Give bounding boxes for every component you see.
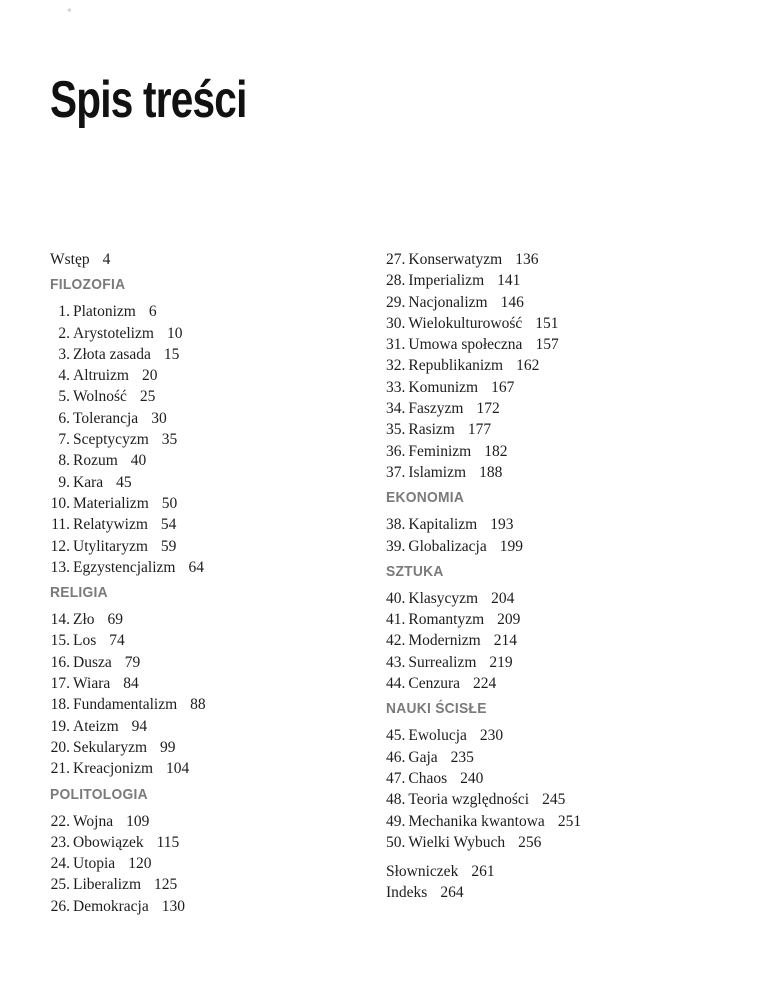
toc-entry-page: 109 — [126, 812, 150, 830]
toc-entry-page: 4 — [102, 251, 111, 268]
toc-entry-title: Globalizacja — [408, 537, 487, 555]
toc-entry-page: 193 — [490, 516, 514, 534]
toc-entry-number: 31. — [386, 336, 406, 354]
toc-entry-number: 30. — [386, 314, 406, 332]
toc-entry-number: 15. — [50, 632, 70, 650]
toc-entry-page: 59 — [160, 537, 177, 555]
toc-entry-title: Relatywizm — [73, 516, 148, 534]
toc-entry-title: Wielki Wybuch — [408, 833, 506, 851]
toc-entry-page: 130 — [161, 897, 185, 915]
toc-entry-title: Ateizm — [73, 717, 119, 735]
toc-entry-number: 27. — [386, 251, 406, 268]
toc-entry[interactable] — [50, 323, 370, 344]
section-heading: FILOZOFIA — [50, 276, 126, 294]
toc-entry[interactable] — [386, 630, 706, 651]
toc-entry-number: 50. — [386, 833, 406, 851]
toc-entry-title: Mechanika kwantowa — [408, 812, 545, 830]
toc-entry-number: 46. — [386, 748, 406, 766]
toc-entry-page: 69 — [107, 611, 124, 629]
toc-entry-title: Imperializm — [408, 272, 485, 290]
toc-entry-page: 177 — [467, 421, 492, 439]
toc-entry[interactable] — [50, 609, 370, 630]
toc-entry-title: Sekularyzm — [73, 738, 148, 756]
toc-entry-title: Surrealizm — [408, 653, 477, 671]
toc-entry-title: Altruizm — [73, 367, 129, 385]
toc-entry-page: 151 — [535, 314, 559, 332]
toc-entry-number: 8. — [58, 452, 70, 470]
toc-entry-number: 26. — [50, 897, 70, 915]
toc-entry-number: 43. — [386, 653, 406, 671]
toc-entry-page: 162 — [516, 357, 540, 375]
toc-entry-title: Wojna — [73, 812, 114, 830]
page-title: Spis treści — [50, 71, 247, 129]
spacer — [386, 853, 706, 861]
toc-entry-title: Los — [73, 632, 97, 650]
toc-entry[interactable] — [386, 419, 706, 440]
toc-entry-number: 22. — [50, 812, 70, 830]
toc-entry-number: 28. — [386, 272, 406, 290]
toc-entry-page: 64 — [188, 558, 204, 576]
toc-entry-page: 157 — [535, 336, 559, 354]
toc-entry-title: Cenzura — [408, 675, 461, 693]
toc-entry[interactable] — [50, 853, 370, 874]
toc-entry-title: Wstęp — [50, 251, 90, 268]
toc-entry-number: 3. — [58, 345, 70, 363]
toc-entry-page: 35 — [161, 431, 178, 449]
toc-entry-number: 2. — [58, 324, 70, 342]
toc-entry[interactable] — [50, 896, 370, 917]
toc-entry-title: Utylitaryzm — [73, 537, 148, 555]
toc-entry-page: 79 — [124, 653, 141, 671]
toc-entry-title: Egzystencjalizm — [73, 558, 176, 576]
toc-entry-page: 10 — [166, 324, 183, 342]
toc-entry-number: 24. — [50, 855, 70, 873]
toc-entry[interactable] — [386, 514, 706, 535]
toc-entry-intro[interactable] — [50, 249, 370, 270]
toc-entry[interactable] — [386, 882, 706, 903]
toc-entry-page: 125 — [154, 876, 178, 894]
toc-entry-number: 35. — [386, 421, 406, 439]
toc-entry-number: 17. — [50, 675, 70, 693]
toc-entry-page: 224 — [473, 675, 497, 693]
toc-entry-page: 188 — [479, 463, 503, 481]
toc-entry-title: Sceptycyzm — [73, 431, 149, 449]
toc-entry-page: 40 — [130, 452, 147, 470]
toc-entry-number: 14. — [50, 611, 70, 629]
toc-entry-title: Indeks — [386, 884, 428, 902]
toc-entry[interactable] — [386, 536, 706, 557]
toc-entry-page: 136 — [515, 251, 539, 268]
toc-entry[interactable] — [386, 355, 706, 376]
toc-entry[interactable] — [50, 344, 370, 365]
toc-entry-number: 49. — [386, 812, 406, 830]
toc-entry-page: 230 — [479, 727, 504, 745]
toc-entry-title: Konserwatyzm — [408, 251, 503, 268]
toc-entry-number: 21. — [50, 760, 70, 778]
toc-entry-number: 36. — [386, 442, 406, 460]
toc-entry-page: 15 — [163, 345, 180, 363]
toc-entry[interactable] — [386, 270, 706, 291]
toc-entry-page: 245 — [542, 791, 566, 809]
toc-entry-number: 16. — [50, 653, 70, 671]
toc-entry-page: 172 — [476, 400, 500, 418]
toc-entry-page: 214 — [493, 632, 517, 650]
toc-entry-title: Republikanizm — [408, 357, 504, 375]
toc-entry-title: Kreacjonizm — [73, 760, 154, 778]
toc-entry[interactable] — [50, 811, 370, 832]
toc-entry-number: 4. — [58, 367, 70, 385]
toc-entry-title: Kapitalizm — [408, 516, 478, 534]
toc-entry[interactable] — [50, 758, 370, 779]
toc-entry-number: 7. — [58, 431, 70, 449]
toc-entry-page: 182 — [484, 442, 508, 460]
toc-entry-number: 34. — [386, 400, 406, 418]
toc-entry[interactable] — [386, 334, 706, 355]
toc-entry-title: Modernizm — [408, 632, 481, 650]
toc-entry[interactable] — [386, 441, 706, 462]
toc-entry[interactable] — [386, 249, 706, 270]
toc-entry[interactable] — [386, 652, 706, 673]
toc-entry-title: Fundamentalizm — [73, 696, 178, 714]
toc-entry-title: Platonizm — [73, 303, 136, 321]
toc-entry[interactable] — [50, 737, 370, 758]
toc-entry[interactable] — [50, 301, 370, 322]
toc-entry-page: 167 — [491, 378, 515, 396]
toc-entry-title: Feminizm — [408, 442, 472, 460]
toc-entry-page: 209 — [497, 611, 521, 629]
toc-entry[interactable] — [386, 725, 706, 746]
toc-entry-number: 19. — [50, 717, 70, 735]
toc-entry[interactable] — [50, 630, 370, 651]
toc-entry-page: 104 — [166, 760, 190, 778]
toc-entry[interactable] — [50, 716, 370, 737]
toc-entry-number: 13. — [50, 558, 70, 576]
toc-entry-title: Klasycyzm — [408, 589, 479, 607]
toc-entry-title: Gaja — [408, 748, 438, 766]
toc-entry-title: Utopia — [73, 855, 116, 873]
toc-entry-number: 37. — [386, 463, 406, 481]
toc-entry-page: 219 — [489, 653, 513, 671]
toc-entry[interactable] — [386, 673, 706, 694]
toc-entry-title: Demokracja — [73, 897, 149, 915]
toc-entry-title: Umowa społeczna — [408, 336, 523, 354]
toc-entry-number: 5. — [58, 388, 70, 406]
toc-entry-page: 141 — [497, 272, 521, 290]
toc-entry[interactable] — [386, 462, 706, 483]
toc-entry-title: Materializm — [73, 494, 149, 512]
toc-entry-title: Chaos — [408, 769, 448, 787]
toc-entry[interactable] — [50, 557, 370, 578]
toc-entry[interactable] — [50, 429, 370, 450]
toc-entry-title: Dusza — [73, 653, 112, 671]
toc-entry-number: 18. — [50, 696, 70, 714]
toc-entry-title: Złota zasada — [73, 345, 151, 363]
toc-entry-number: 10. — [50, 494, 70, 512]
section-heading: SZTUKA — [386, 562, 444, 580]
toc-entry-page: 84 — [123, 675, 139, 693]
toc-entry-number: 39. — [386, 537, 406, 555]
toc-entry[interactable] — [386, 292, 706, 313]
toc-entry-number: 45. — [386, 727, 406, 745]
toc-entry[interactable] — [50, 386, 370, 407]
toc-entry-number: 40. — [386, 589, 406, 607]
toc-entry-number: 47. — [386, 769, 406, 787]
toc-entry-page: 6 — [148, 303, 157, 321]
toc-entry[interactable] — [50, 472, 370, 493]
toc-entry[interactable] — [50, 694, 370, 715]
toc-entry-page: 88 — [190, 696, 206, 714]
toc-entry[interactable] — [386, 609, 706, 630]
toc-entry[interactable] — [50, 493, 370, 514]
toc-entry-page: 204 — [491, 589, 515, 607]
toc-column-left — [50, 249, 370, 917]
toc-entry-number: 1. — [58, 303, 70, 321]
toc-entry[interactable] — [386, 747, 706, 768]
toc-entry-title: Nacjonalizm — [408, 293, 488, 311]
toc-entry[interactable] — [386, 377, 706, 398]
toc-entry-title: Rasizm — [408, 421, 455, 439]
toc-entry-page: 54 — [160, 516, 177, 534]
toc-entry-page: 99 — [160, 738, 176, 756]
toc-entry[interactable] — [50, 536, 370, 557]
toc-entry[interactable] — [386, 861, 706, 882]
toc-entry-number: 6. — [58, 409, 70, 427]
section-heading: NAUKI ŚCISŁE — [386, 700, 487, 718]
toc-entry-number: 29. — [386, 293, 406, 311]
toc-entry[interactable] — [386, 832, 706, 853]
toc-entry-title: Wolność — [73, 388, 127, 406]
toc-entry-page: 261 — [471, 863, 495, 881]
toc-entry-number: 9. — [58, 473, 70, 491]
toc-entry-number: 48. — [386, 791, 406, 809]
toc-column-right — [386, 249, 706, 904]
toc-entry-page: 115 — [156, 833, 180, 851]
toc-entry-page: 25 — [139, 388, 156, 406]
toc-entry[interactable] — [50, 450, 370, 471]
toc-entry-title: Faszyzm — [408, 400, 464, 418]
toc-entry-page: 240 — [460, 769, 484, 787]
section-heading: RELIGIA — [50, 584, 108, 602]
toc-entry[interactable] — [50, 365, 370, 386]
toc-entry-page: 146 — [500, 293, 524, 311]
toc-entry-page: 199 — [499, 537, 523, 555]
toc-entry-title: Obowiązek — [73, 833, 144, 851]
toc-entry-title: Tolerancja — [73, 409, 139, 427]
toc-entry[interactable] — [50, 874, 370, 895]
toc-entry-title: Słowniczek — [386, 863, 459, 881]
toc-entry[interactable] — [386, 313, 706, 334]
toc-entry-page: 256 — [518, 833, 542, 851]
toc-entry-number: 41. — [386, 611, 406, 629]
toc-entry-title: Kara — [73, 473, 104, 491]
toc-entry[interactable] — [386, 398, 706, 419]
toc-entry-page: 20 — [141, 367, 158, 385]
toc-entry-title: Rozum — [73, 452, 118, 470]
toc-entry-page: 264 — [440, 884, 464, 902]
toc-entry-page: 45 — [116, 473, 132, 491]
paper-mark: ✦ — [66, 6, 73, 15]
toc-entry[interactable] — [50, 832, 370, 853]
toc-entry[interactable] — [50, 514, 370, 535]
toc-entry-title: Wiara — [73, 675, 111, 693]
section-heading: EKONOMIA — [386, 489, 465, 507]
toc-entry[interactable] — [386, 768, 706, 789]
toc-entry-number: 38. — [386, 516, 406, 534]
toc-entry[interactable] — [386, 588, 706, 609]
toc-entry[interactable] — [50, 408, 370, 429]
toc-entry-page: 120 — [128, 855, 152, 873]
toc-entry-title: Liberalizm — [73, 876, 141, 894]
toc-entry-number: 33. — [386, 378, 406, 396]
toc-entry-title: Komunizm — [408, 378, 479, 396]
toc-entry-number: 12. — [50, 537, 70, 555]
toc-entry-title: Romantyzm — [408, 611, 485, 629]
toc-entry-page: 30 — [151, 409, 167, 427]
toc-entry-number: 11. — [51, 516, 70, 534]
toc-entry-title: Arystotelizm — [73, 324, 154, 342]
toc-entry-number: 42. — [386, 632, 406, 650]
toc-entry-number: 23. — [50, 833, 70, 851]
toc-entry[interactable] — [50, 652, 370, 673]
toc-entry-number: 44. — [386, 675, 406, 693]
toc-entry-number: 32. — [386, 357, 406, 375]
toc-entry-title: Teoria względności — [408, 791, 530, 809]
toc-entry[interactable] — [386, 811, 706, 832]
toc-entry-title: Ewolucja — [408, 727, 467, 745]
toc-entry-number: 20. — [50, 738, 70, 756]
toc-entry-page: 251 — [557, 812, 582, 830]
toc-entry-page: 74 — [109, 632, 125, 650]
toc-entry[interactable] — [50, 673, 370, 694]
toc-entry-page: 94 — [131, 717, 148, 735]
toc-entry-number: 25. — [50, 876, 70, 894]
toc-entry-title: Zło — [73, 611, 95, 629]
toc-entry-title: Wielokulturowość — [408, 314, 523, 332]
toc-entry[interactable] — [386, 789, 706, 810]
section-heading: POLITOLOGIA — [50, 785, 148, 803]
toc-entry-page: 50 — [161, 494, 178, 512]
toc-entry-title: Islamizm — [408, 463, 467, 481]
toc-entry-page: 235 — [450, 748, 474, 766]
